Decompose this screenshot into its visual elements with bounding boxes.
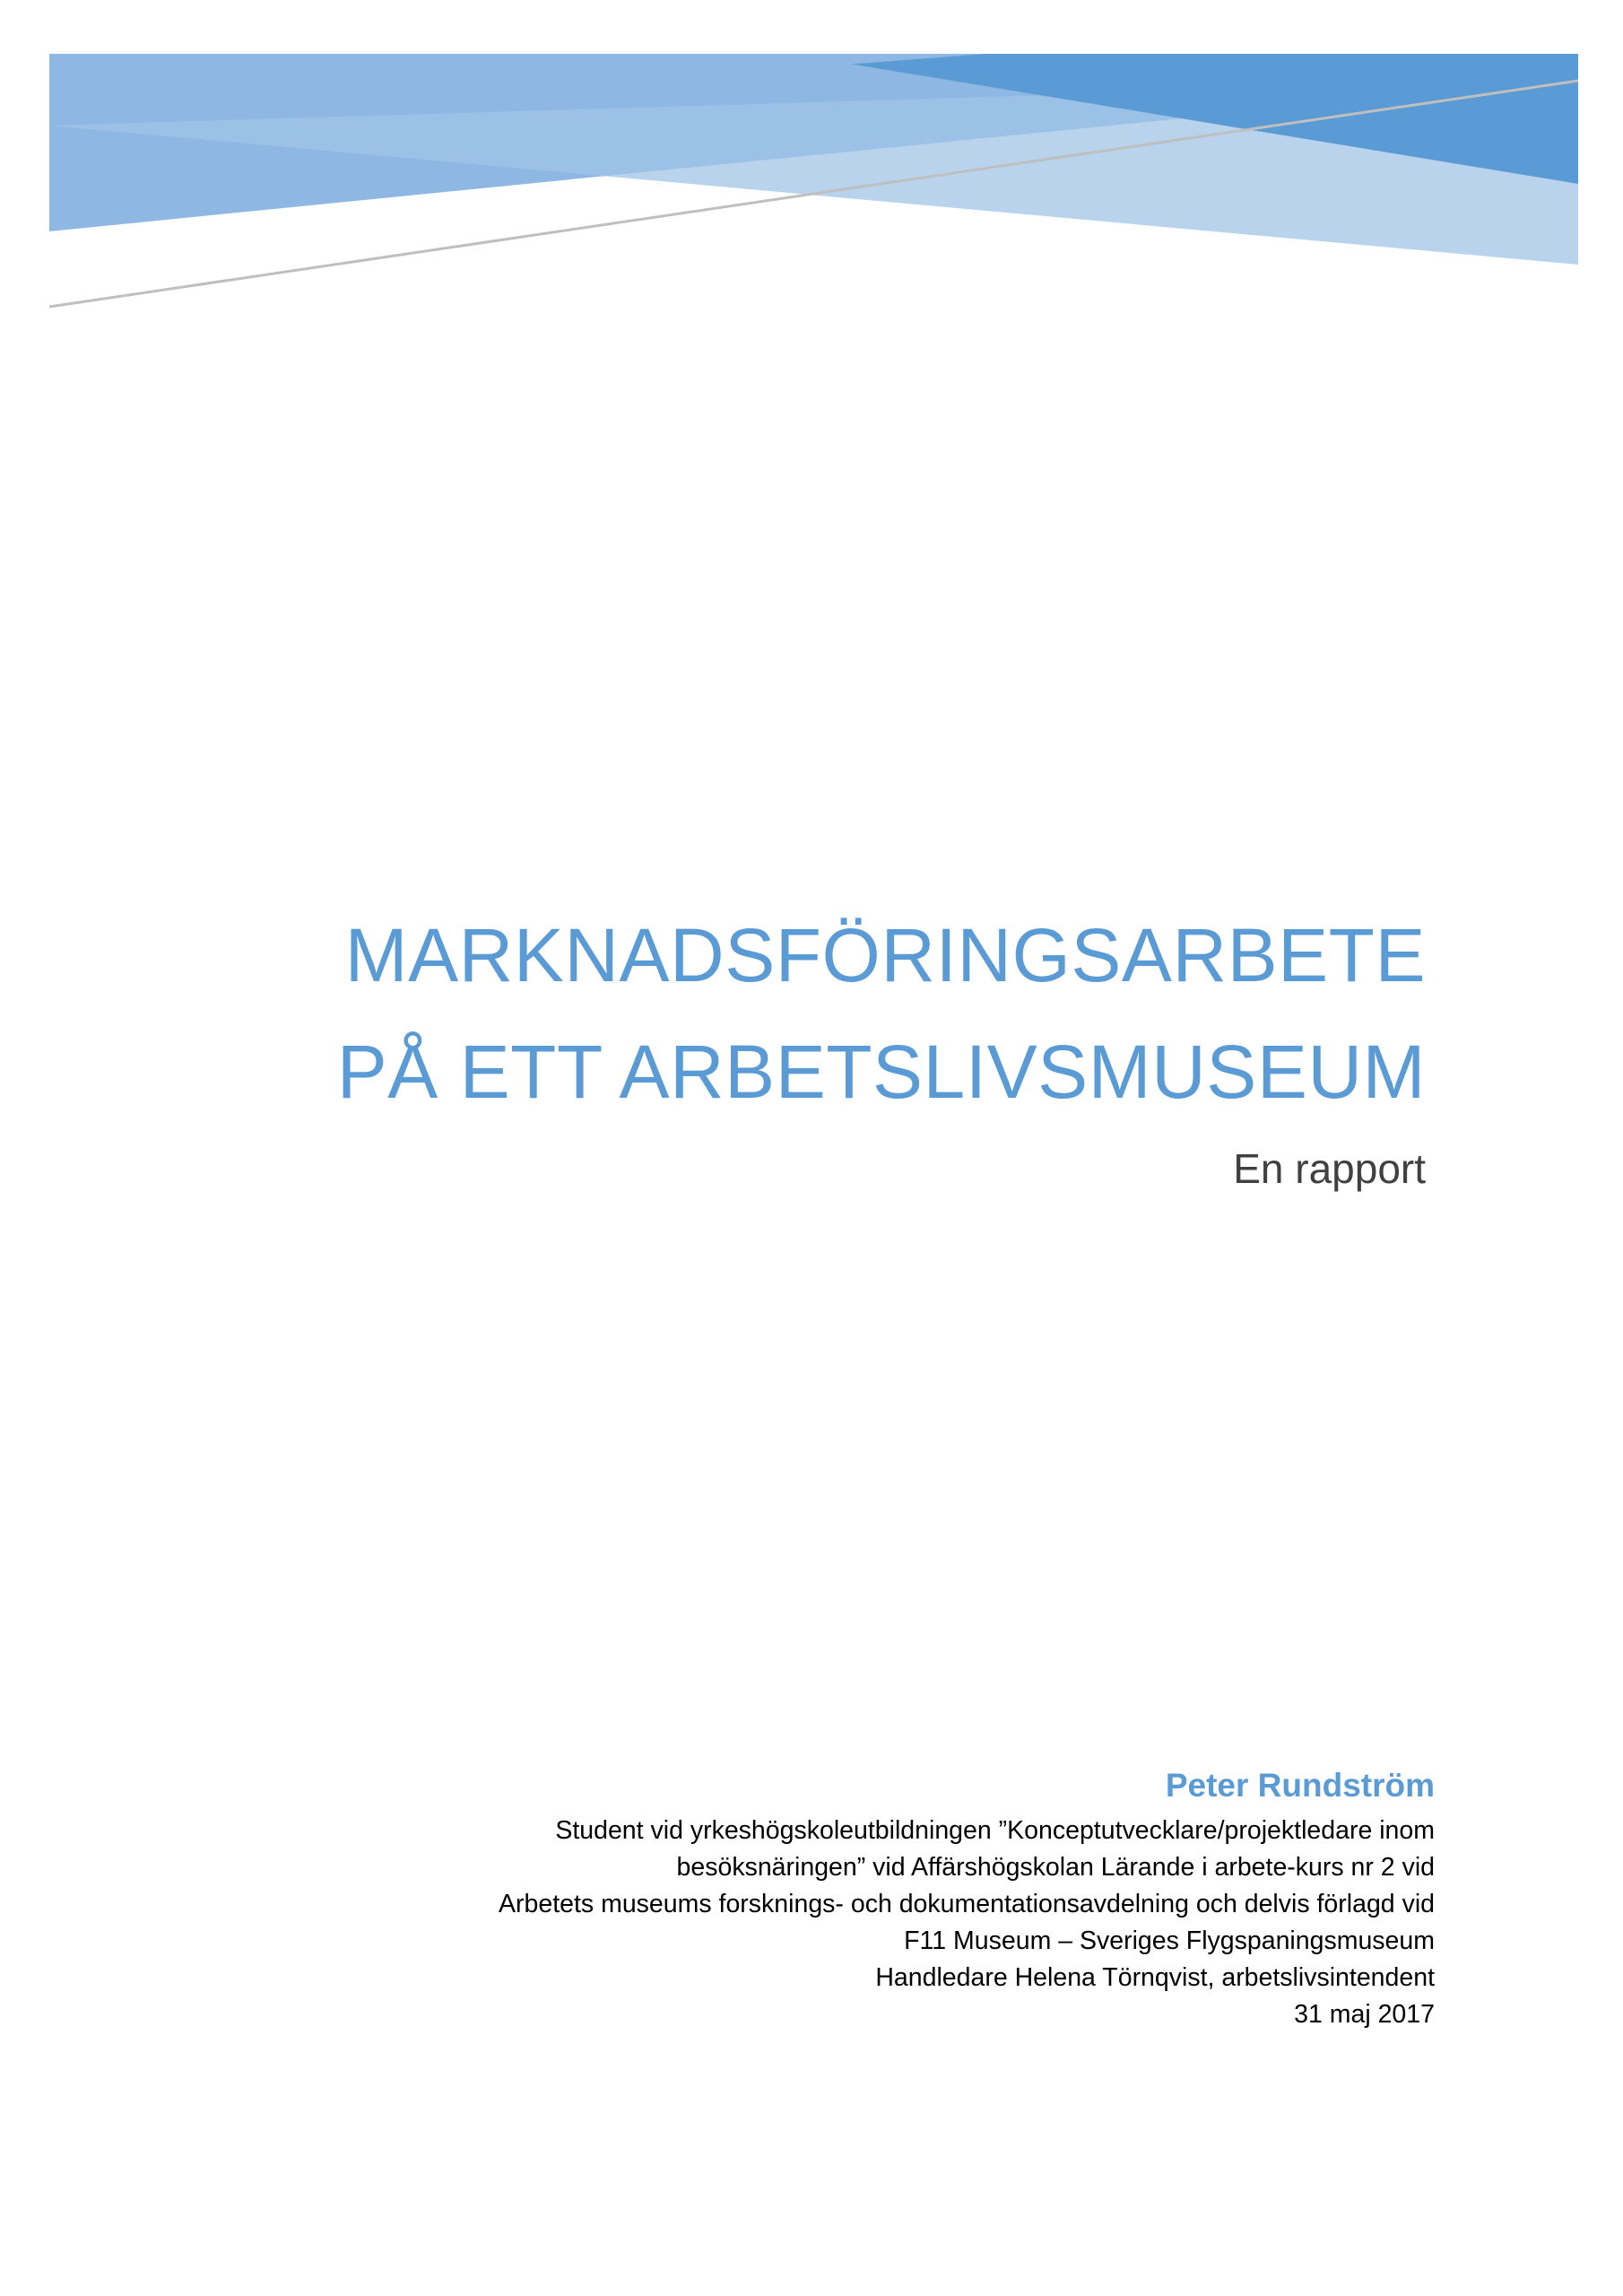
author-name: Peter Rundström: [1165, 1767, 1435, 1804]
author-block: [179, 1762, 1435, 2033]
date-line: 31 maj 2017: [1294, 2000, 1435, 2029]
document-title-line-1: MARKNADSFÖRINGSARBETE: [344, 913, 1426, 997]
author-detail-line: besöksnäringen” vid Affärshögskolan Lärande i arbete-kurs nr 2 vid: [676, 1853, 1435, 1882]
header-decoration: [0, 0, 1623, 323]
document-title-line-2: PÅ ETT ARBETSLIVSMUSEUM: [336, 1030, 1426, 1114]
author-detail-line: Student vid yrkeshögskoleutbildningen ”Konceptutvecklare/projektledare inom: [555, 1816, 1435, 1845]
author-detail-line: Arbetets museums forsknings- och dokumentationsavdelning och delvis förlagd vid: [499, 1890, 1435, 1918]
supervisor-line: Handledare Helena Törnqvist, arbetslivsintendent: [875, 1963, 1435, 1992]
author-detail-line: F11 Museum – Sveriges Flygspaningsmuseum: [904, 1926, 1435, 1955]
title-block: [170, 897, 1426, 1200]
document-subtitle: En rapport: [1233, 1145, 1426, 1192]
